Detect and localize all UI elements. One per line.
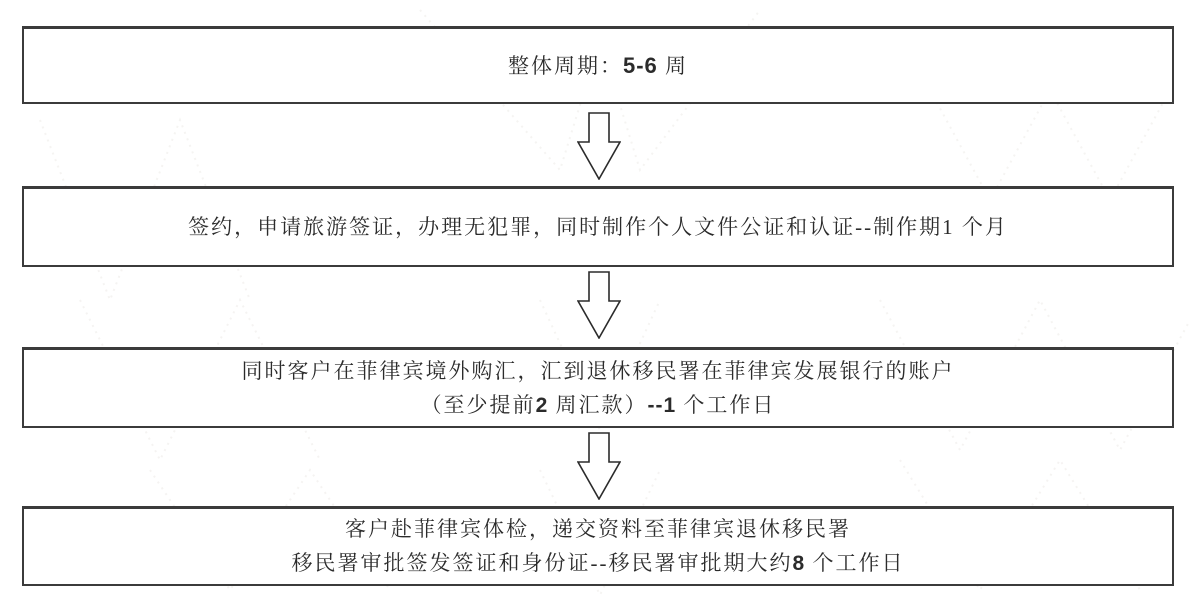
step-text-line: 同时客户在菲律宾境外购汇，汇到退休移民署在菲律宾发展银行的账户	[241, 358, 955, 383]
step-text-line: （至少提前2 周汇款）--1 个工作日	[420, 392, 776, 417]
down-arrow-icon	[577, 271, 621, 339]
step-text-line: 签约，申请旅游签证，办理无犯罪，同时制作个人文件公证和认证--制作期1 个月	[188, 215, 1008, 239]
down-arrow-icon	[577, 432, 621, 500]
flow-box-overall-cycle	[22, 26, 1174, 104]
flow-box-step-remittance	[22, 347, 1174, 428]
overall-cycle-text: 整体周期：5-6 周	[507, 52, 689, 78]
flow-box-step-medical-approval	[22, 506, 1174, 586]
flow-box-step-signing	[22, 186, 1174, 267]
down-arrow-icon	[577, 112, 621, 180]
step-text-line: 客户赴菲律宾体检，递交资料至菲律宾退休移民署	[345, 517, 851, 541]
step-text-line: 移民署审批签发签证和身份证--移民署审批期大约8 个工作日	[291, 551, 905, 575]
